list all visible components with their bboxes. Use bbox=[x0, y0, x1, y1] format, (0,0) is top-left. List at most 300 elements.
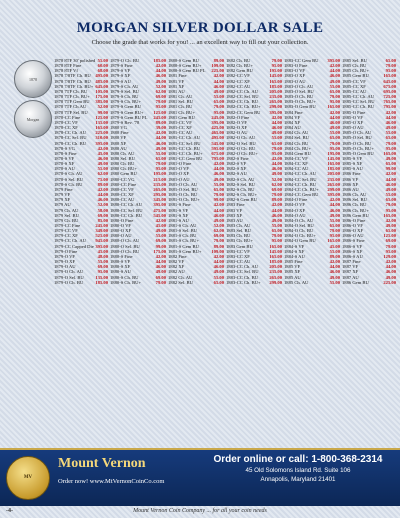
coin-description: 1878-S VG bbox=[54, 145, 75, 151]
coin-description: 1879-S Gem BU bbox=[110, 104, 141, 110]
coin-description: 1880-O Sel. BU bbox=[110, 243, 140, 249]
coin-description: 1884-CC Sel. BU bbox=[284, 176, 317, 182]
coin-description: 1883-CC Ch. AU bbox=[226, 264, 259, 270]
coin-price: 525.00 bbox=[95, 233, 108, 239]
coin-price: 205.00 bbox=[269, 264, 282, 270]
coin-price: 55.00 bbox=[155, 150, 166, 156]
coin-price: 44.00 bbox=[155, 135, 166, 141]
coin-price: 44.00 bbox=[385, 176, 396, 182]
coin-price: 69.00 bbox=[97, 212, 108, 218]
coin-price: 42.00 bbox=[155, 63, 166, 69]
coin-price: 55.00 bbox=[329, 130, 340, 136]
coin-description: 1883 AU bbox=[226, 217, 243, 223]
coin-price: 215.00 bbox=[153, 176, 166, 182]
morgan-dollar-reverse-image bbox=[14, 100, 52, 138]
coin-price: 65.00 bbox=[385, 58, 396, 63]
coin-price: 165.00 bbox=[383, 73, 396, 79]
coin-price: 65.00 bbox=[213, 99, 224, 105]
coin-description: 1884-O Sel. BU bbox=[284, 223, 314, 228]
coin-price: 46.00 bbox=[155, 264, 166, 270]
coin-description: 1884 Fine bbox=[284, 109, 303, 115]
coin-description: 1882-CC Ch. BU bbox=[226, 99, 259, 105]
coin-description: 1882-S XF bbox=[226, 166, 247, 172]
coin-description: 1884-O Ch. BU+ bbox=[284, 233, 316, 239]
coin-description: 1880-CC Ch. AU bbox=[110, 202, 143, 208]
coin-price: 395.00 bbox=[269, 109, 282, 115]
coin-description: 1879-S VF bbox=[110, 68, 131, 74]
coin-price: 205.00 bbox=[327, 171, 340, 177]
coin-price: 55.00 bbox=[271, 135, 282, 141]
coin-price: 60.00 bbox=[97, 63, 108, 69]
coin-description: 1886-S Fine bbox=[342, 238, 365, 244]
coin-description: 1881 XF bbox=[168, 83, 185, 89]
coin-price: 165.00 bbox=[269, 243, 282, 249]
coin-description: 1886 Ch. BU bbox=[342, 202, 367, 208]
footer-banner bbox=[0, 448, 400, 506]
price-column-5 bbox=[284, 58, 340, 446]
coin-price: 45.00 bbox=[97, 248, 108, 254]
coin-price: 265.00 bbox=[153, 186, 166, 192]
coin-price: 48.00 bbox=[97, 253, 108, 259]
coin-description: 1881-S Fine bbox=[168, 202, 191, 208]
coin-description: 1883-O Gem BU bbox=[284, 104, 316, 110]
coin-price: 69.00 bbox=[155, 274, 166, 280]
coin-description: 1881-S Gem BU+ bbox=[168, 248, 202, 254]
coin-description: 1883-O XF bbox=[284, 73, 306, 79]
coin-price: 125.00 bbox=[383, 233, 396, 239]
coin-price: 95.00 bbox=[155, 104, 166, 110]
coin-description: 1881-S Ch. BU bbox=[168, 233, 197, 239]
coin-price: 49.00 bbox=[385, 223, 396, 228]
coin-price: 595.00 bbox=[211, 145, 224, 151]
coin-price: 42.00 bbox=[385, 171, 396, 177]
coin-description: 1881 Gem BU bbox=[168, 114, 195, 120]
coin-description: 1886 VF bbox=[342, 176, 359, 182]
coin-description: 1885-CC Ch. BU bbox=[342, 104, 375, 110]
coin-description: 1884-O VF bbox=[284, 202, 305, 208]
coin-description: 1884 Ch. BU bbox=[284, 140, 309, 146]
coin-description: 1880-CC XF bbox=[110, 192, 134, 198]
coin-price: 185.00 bbox=[269, 83, 282, 89]
coin-description: 1887 VF bbox=[342, 264, 359, 270]
coin-price: 44.00 bbox=[385, 264, 396, 270]
coin-price: 44.00 bbox=[385, 114, 396, 120]
coin-description: 1880-CC Ch. BU bbox=[110, 212, 143, 218]
coin-price: 49.00 bbox=[213, 269, 224, 275]
coin-price: 165.00 bbox=[269, 253, 282, 259]
coin-price: 49.00 bbox=[329, 78, 340, 84]
coin-description: 1883-CC AU bbox=[226, 259, 251, 265]
coin-description: 1881 Ch. BU+ bbox=[168, 109, 195, 115]
coin-price: 42.00 bbox=[97, 186, 108, 192]
coin-price: 725.00 bbox=[383, 94, 396, 100]
coin-description: 1879-S Ch. AU bbox=[110, 83, 139, 89]
coin-description: 1883-CC VF bbox=[226, 248, 250, 254]
coin-price: 105.00 bbox=[95, 88, 108, 94]
coin-description: 1879 Fine bbox=[54, 186, 73, 192]
coin-description: 1881-S Ch. AU bbox=[168, 223, 197, 228]
coin-price: 79.00 bbox=[329, 94, 340, 100]
coin-description: 1881-S Gem BU bbox=[168, 243, 199, 249]
price-row bbox=[342, 280, 396, 285]
coin-price: 265.00 bbox=[269, 274, 282, 280]
coin-description: 1880-CC AU bbox=[110, 197, 135, 203]
coin-price: 545.00 bbox=[153, 212, 166, 218]
coin-price: 295.00 bbox=[153, 192, 166, 198]
coin-price: 299.00 bbox=[269, 279, 282, 285]
coin-description: 1886 Ch. BU+ bbox=[342, 207, 369, 213]
coin-price: 44.00 bbox=[155, 68, 166, 74]
coin-price: 42.00 bbox=[329, 259, 340, 265]
coin-price: 125.00 bbox=[153, 109, 166, 115]
coin-description: 1885 Ch. BU+ bbox=[342, 68, 369, 74]
coin-price: 95.00 bbox=[385, 145, 396, 151]
coin-price: 395.00 bbox=[95, 243, 108, 249]
coin-description: 1881-S AU bbox=[168, 217, 189, 223]
coin-price: 165.00 bbox=[327, 161, 340, 167]
coin-price: 52.00 bbox=[97, 202, 108, 208]
coin-description: 1884-CC Ch. AU bbox=[284, 171, 317, 177]
coin-description: 1881 Sel. BU bbox=[168, 99, 193, 105]
coin-price: 49.00 bbox=[385, 274, 396, 280]
coin-description: 1882-CC Ch. BU+ bbox=[226, 104, 261, 110]
coin-description: 1884 Sel. BU bbox=[284, 135, 309, 141]
coin-description: 1884-S XF bbox=[284, 248, 305, 254]
coin-description: 1879-S Fine bbox=[110, 63, 133, 69]
coin-price: 69.00 bbox=[97, 264, 108, 270]
coin-price: 49.00 bbox=[385, 155, 396, 161]
coin-price: 44.00 bbox=[213, 166, 224, 172]
coin-description: 1883 Fine bbox=[226, 202, 245, 208]
coin-description: 1879-S XF bbox=[110, 73, 131, 79]
coin-price: 46.00 bbox=[213, 212, 224, 218]
coin-price: 89.00 bbox=[271, 197, 282, 203]
coin-price: 62.00 bbox=[97, 171, 108, 177]
coin-price: 44.00 bbox=[329, 68, 340, 74]
coin-price: 46.00 bbox=[97, 197, 108, 203]
coin-description: 1878-CC VF bbox=[54, 119, 78, 125]
coin-description: 1887 XF bbox=[342, 269, 359, 275]
coin-description: 1884-CC VF bbox=[284, 155, 308, 161]
coin-description: 1885-O XF bbox=[342, 119, 364, 125]
coin-description: 1880-O Fine bbox=[110, 217, 134, 223]
coin-description: 1885-O Ch. BU+ bbox=[342, 145, 374, 151]
coin-description: 1880 Ch. BU bbox=[110, 161, 135, 167]
order-phone[interactable]: Order online or call: 1-800-368-2314 bbox=[213, 454, 383, 465]
coin-price: 46.00 bbox=[329, 73, 340, 79]
coin-price: 44.00 bbox=[97, 192, 108, 198]
coin-price: 58.00 bbox=[97, 207, 108, 213]
coin-price: 46.00 bbox=[329, 119, 340, 125]
coin-price: 79.00 bbox=[271, 192, 282, 198]
coin-price: 299.00 bbox=[327, 186, 340, 192]
coin-price: 310.00 bbox=[95, 135, 108, 141]
coin-description: 1879-CC XF bbox=[54, 233, 78, 239]
coin-description: 1884 XF bbox=[284, 119, 301, 125]
coin-price: 395.00 bbox=[327, 192, 340, 198]
coin-price: 345.00 bbox=[153, 197, 166, 203]
coin-price: 245.00 bbox=[211, 114, 224, 120]
coin-description: 1879 Sel. BU bbox=[54, 212, 79, 218]
coin-description: 1879-O XF bbox=[54, 259, 76, 265]
coin-price: 46.00 bbox=[271, 166, 282, 172]
coin-price: 69.00 bbox=[155, 94, 166, 100]
coin-description: 1885-S AU bbox=[342, 166, 363, 172]
coin-description: 1878 7TF Ch. BU+ bbox=[54, 94, 90, 100]
coin-description: 1878-CC Ch. AU bbox=[54, 130, 87, 136]
coin-price: 195.00 bbox=[269, 68, 282, 74]
coin-price: 95.00 bbox=[385, 68, 396, 74]
coin-description: 1882-S Ch. AU bbox=[226, 176, 255, 182]
coin-price: 99.00 bbox=[385, 166, 396, 172]
coin-description: 1881-CC Ch. BU+ bbox=[168, 150, 203, 156]
coin-obverse-label: 1878 bbox=[29, 77, 37, 82]
coin-price: 65.00 bbox=[213, 186, 224, 192]
coin-description: 1881 AU bbox=[168, 88, 185, 94]
coin-price: 49.00 bbox=[155, 269, 166, 275]
coin-price: 62.00 bbox=[213, 228, 224, 234]
coin-description: 1885-CC AU bbox=[342, 88, 367, 94]
coin-price: 65.00 bbox=[329, 223, 340, 228]
coin-description: 1882-S Sel. BU bbox=[226, 181, 255, 187]
coin-price: 79.00 bbox=[385, 202, 396, 208]
coin-price: 195.00 bbox=[327, 150, 340, 156]
coin-description: 1881-CC Gem BU bbox=[168, 155, 203, 161]
coin-price: 545.00 bbox=[211, 140, 224, 146]
coin-price: 95.00 bbox=[97, 269, 108, 275]
coin-description: 1885-CC XF bbox=[342, 83, 366, 89]
coin-description: 1884-S AU bbox=[284, 253, 305, 259]
coin-price: 79.00 bbox=[155, 99, 166, 105]
coin-description: 1884-CC AU bbox=[284, 166, 309, 172]
coin-price: 46.00 bbox=[385, 181, 396, 187]
coin-price: 795.00 bbox=[211, 155, 224, 161]
coin-description: 1880-S Gem BU+ bbox=[168, 63, 202, 69]
coin-description: 1885-O Fine bbox=[342, 109, 366, 115]
coin-price: 65.00 bbox=[385, 161, 396, 167]
coin-description: 1881 VF bbox=[168, 78, 185, 84]
coin-description: 1881-O AU bbox=[168, 176, 190, 182]
coin-price: 85.00 bbox=[97, 217, 108, 223]
coin-description: 1882-O AU bbox=[226, 130, 248, 136]
coin-description: 1882-CC XF bbox=[226, 78, 250, 84]
coin-description: 1884 AU bbox=[284, 125, 301, 131]
coin-description: 1878-S VF bbox=[54, 155, 75, 161]
morgan-dollar-obverse-image bbox=[14, 60, 52, 98]
coin-description: 1881-O Ch. BU+ bbox=[168, 197, 200, 203]
coin-price: 235.00 bbox=[153, 181, 166, 187]
coin-description: 1880 Sel. BU bbox=[110, 155, 135, 161]
coin-description: 1880 AU bbox=[110, 145, 127, 151]
coin-description: 1885-CC Sel. BU bbox=[342, 99, 375, 105]
price-row bbox=[168, 280, 224, 285]
coin-price: 49.00 bbox=[213, 217, 224, 223]
coin-price: 69.00 bbox=[155, 238, 166, 244]
bottom-tagline-bar bbox=[0, 508, 400, 518]
coin-price: 79.00 bbox=[213, 238, 224, 244]
coin-price: 235.00 bbox=[269, 94, 282, 100]
coin-price: 95.00 bbox=[155, 166, 166, 172]
price-row bbox=[110, 280, 166, 285]
coin-description: 1884-CC XF bbox=[284, 161, 308, 167]
coin-description: 1884-CC Ch. BU bbox=[284, 181, 317, 187]
coin-description: 1885 Ch. AU bbox=[284, 279, 309, 285]
coin-price: 495.00 bbox=[95, 73, 108, 79]
coin-description: 1883-O Ch. BU bbox=[284, 94, 314, 100]
coin-description: 1881 Ch. AU bbox=[168, 94, 193, 100]
coin-description: 1882 Ch. BU bbox=[226, 58, 251, 63]
coin-description: 1885-CC Ch. AU bbox=[342, 94, 375, 100]
coin-price: 49.00 bbox=[385, 186, 396, 192]
coin-description: 1880 XF bbox=[110, 140, 127, 146]
coin-description: 1883-CC Ch. BU bbox=[226, 274, 259, 280]
coin-description: 1883-O Sel. BU bbox=[284, 88, 314, 94]
coin-reverse-label: Morgan bbox=[26, 117, 40, 122]
coin-price: 79.00 bbox=[155, 161, 166, 167]
coin-description: 1883-O AU bbox=[284, 78, 306, 84]
coin-price: 69.00 bbox=[271, 186, 282, 192]
coin-description: 1886 Fine bbox=[342, 171, 361, 177]
coin-price: 145.00 bbox=[269, 73, 282, 79]
coin-price: 42.00 bbox=[385, 259, 396, 265]
coin-price: 42.00 bbox=[213, 253, 224, 259]
coin-description: 1879 VF bbox=[54, 192, 71, 198]
coin-description: 1882 XF bbox=[168, 264, 185, 270]
coin-description: 1881-CC VF bbox=[168, 119, 192, 125]
coin-price: 485.00 bbox=[95, 78, 108, 84]
coin-description: 1879 XF bbox=[54, 197, 71, 203]
coin-price: 55.00 bbox=[213, 94, 224, 100]
coin-description: 1881-CC Ch. BU bbox=[168, 145, 201, 151]
page-title: MORGAN SILVER DOLLAR SALE bbox=[76, 20, 324, 36]
coin-description: 1885-O Ch. AU bbox=[342, 130, 372, 136]
coin-price: 42.00 bbox=[271, 202, 282, 208]
coin-price: 165.00 bbox=[269, 78, 282, 84]
coin-description: 1882-S Fine bbox=[226, 155, 249, 161]
coin-price: 185.00 bbox=[95, 279, 108, 285]
coin-description: 1880-S VF bbox=[110, 259, 131, 265]
coin-description: 1885 Sel. BU bbox=[342, 58, 367, 63]
coin-description: 1883 Ch. AU bbox=[226, 223, 251, 228]
coin-description: 1878-S Fine bbox=[54, 150, 77, 156]
coin-price: 55.00 bbox=[97, 259, 108, 265]
coin-price: 395.00 bbox=[211, 119, 224, 125]
coin-price: 49.00 bbox=[213, 176, 224, 182]
coin-price: 425.00 bbox=[211, 125, 224, 131]
coin-price: 42.00 bbox=[385, 109, 396, 115]
coin-description: 1881-S VF bbox=[168, 207, 189, 213]
coin-description: 1882-S VF bbox=[226, 161, 247, 167]
coin-description: 1882-O Sel. BU bbox=[226, 140, 256, 146]
coin-description: 1882-CC Ch. AU bbox=[226, 88, 259, 94]
tagline: Mount Vernon Coin Company ... for all your coin needs bbox=[133, 508, 267, 514]
coin-description: 1879-O Ch. BU bbox=[110, 58, 140, 63]
coin-description: 1883 Sel. BU bbox=[226, 228, 251, 234]
coin-price: 165.00 bbox=[383, 150, 396, 156]
coin-description: 1882-CC VF bbox=[226, 73, 250, 79]
coin-description: 1878-CC XF bbox=[54, 125, 78, 131]
coin-description: 1884-O XF bbox=[284, 207, 306, 213]
coin-price: 69.00 bbox=[213, 233, 224, 239]
coin-description: 1880-S XF bbox=[110, 264, 131, 270]
price-column-3 bbox=[168, 58, 224, 446]
coin-price: 65.00 bbox=[329, 135, 340, 141]
coin-description: 1885 Ch. BU bbox=[342, 63, 367, 69]
coin-price: 95.00 bbox=[213, 109, 224, 115]
coin-description: 1886-S XF bbox=[342, 248, 363, 254]
seal-logo bbox=[6, 456, 50, 500]
coin-price: 46.00 bbox=[213, 83, 224, 89]
coin-description: 1881-S Ch. BU+ bbox=[168, 238, 200, 244]
coin-description: 1884-O AU bbox=[284, 212, 306, 218]
coin-description: 1883 VF bbox=[226, 207, 243, 213]
coin-description: 1884 VF bbox=[284, 114, 301, 120]
coin-price: 225.00 bbox=[383, 279, 396, 285]
coin-price: 65.00 bbox=[213, 279, 224, 285]
coin-description: 1880-S Ch. BU bbox=[110, 274, 139, 280]
coin-description: 1880-CC VF bbox=[110, 186, 134, 192]
coin-price: 68.00 bbox=[97, 68, 108, 74]
coin-price: 46.00 bbox=[385, 269, 396, 275]
coin-price: 42.00 bbox=[155, 253, 166, 259]
coin-description: 1882-O Ch. AU bbox=[226, 135, 256, 141]
coin-price: 49.00 bbox=[155, 228, 166, 234]
coin-price: 55.00 bbox=[97, 166, 108, 172]
coin-description: 1885-S VF bbox=[342, 155, 363, 161]
coin-description: 1880-O XF bbox=[110, 228, 132, 234]
website-link[interactable]: Order now! www.MtVernonCoinCo.com bbox=[58, 478, 165, 485]
coin-price: 165.00 bbox=[327, 104, 340, 110]
coin-description: 1880-O VF bbox=[110, 223, 131, 228]
coin-description: 1882-S Gem BU bbox=[226, 197, 257, 203]
coin-price: 65.00 bbox=[271, 140, 282, 146]
coin-price: 42.00 bbox=[271, 155, 282, 161]
coin-price: 79.00 bbox=[271, 58, 282, 63]
coin-price: 385.00 bbox=[95, 99, 108, 105]
coin-description: 1880-O AU bbox=[110, 233, 132, 239]
coin-price: 245.00 bbox=[153, 114, 166, 120]
coin-description: 1880 Gem BU bbox=[110, 171, 137, 177]
coin-price: 42.00 bbox=[329, 109, 340, 115]
coin-price: 109.00 bbox=[211, 248, 224, 254]
coin-description: 1886-O XF bbox=[342, 228, 364, 234]
page-number: -4- bbox=[6, 508, 13, 514]
coin-description: 1883 Ch. BU bbox=[226, 233, 251, 239]
coin-price: 45.00 bbox=[155, 223, 166, 228]
coin-price: 46.00 bbox=[213, 171, 224, 177]
coin-description: 1878 7TF Gem BU bbox=[54, 99, 90, 105]
coin-price: 65.00 bbox=[385, 135, 396, 141]
coin-description: 1878-S Ch. AU bbox=[54, 171, 83, 177]
coin-price: 945.00 bbox=[95, 238, 108, 244]
coin-description: 1880-O Ch. BU bbox=[110, 248, 140, 254]
coin-description: 1880-S Gem BU PL bbox=[168, 68, 206, 74]
coin-price: 475.00 bbox=[153, 207, 166, 213]
coin-price: 49.00 bbox=[97, 161, 108, 167]
coin-price: 349.00 bbox=[95, 228, 108, 234]
coin-description: 1878 7TF Ch.AU bbox=[54, 104, 87, 110]
coin-description: 1883-O Ch. AU bbox=[284, 83, 314, 89]
coin-description: 1879-S Ch. BU+ bbox=[110, 99, 142, 105]
coin-description: 1881-S Sel. BU bbox=[168, 228, 197, 234]
coin-description: 1885-O Sel. BU bbox=[342, 135, 372, 141]
coin-description: 1885-S XF bbox=[342, 161, 363, 167]
coin-description: 1880 Ch. AU bbox=[110, 150, 135, 156]
coin-price: 205.00 bbox=[269, 88, 282, 94]
coin-description: 1886-S AU bbox=[342, 253, 363, 259]
price-column-6 bbox=[342, 58, 396, 446]
coin-price: 46.00 bbox=[271, 212, 282, 218]
